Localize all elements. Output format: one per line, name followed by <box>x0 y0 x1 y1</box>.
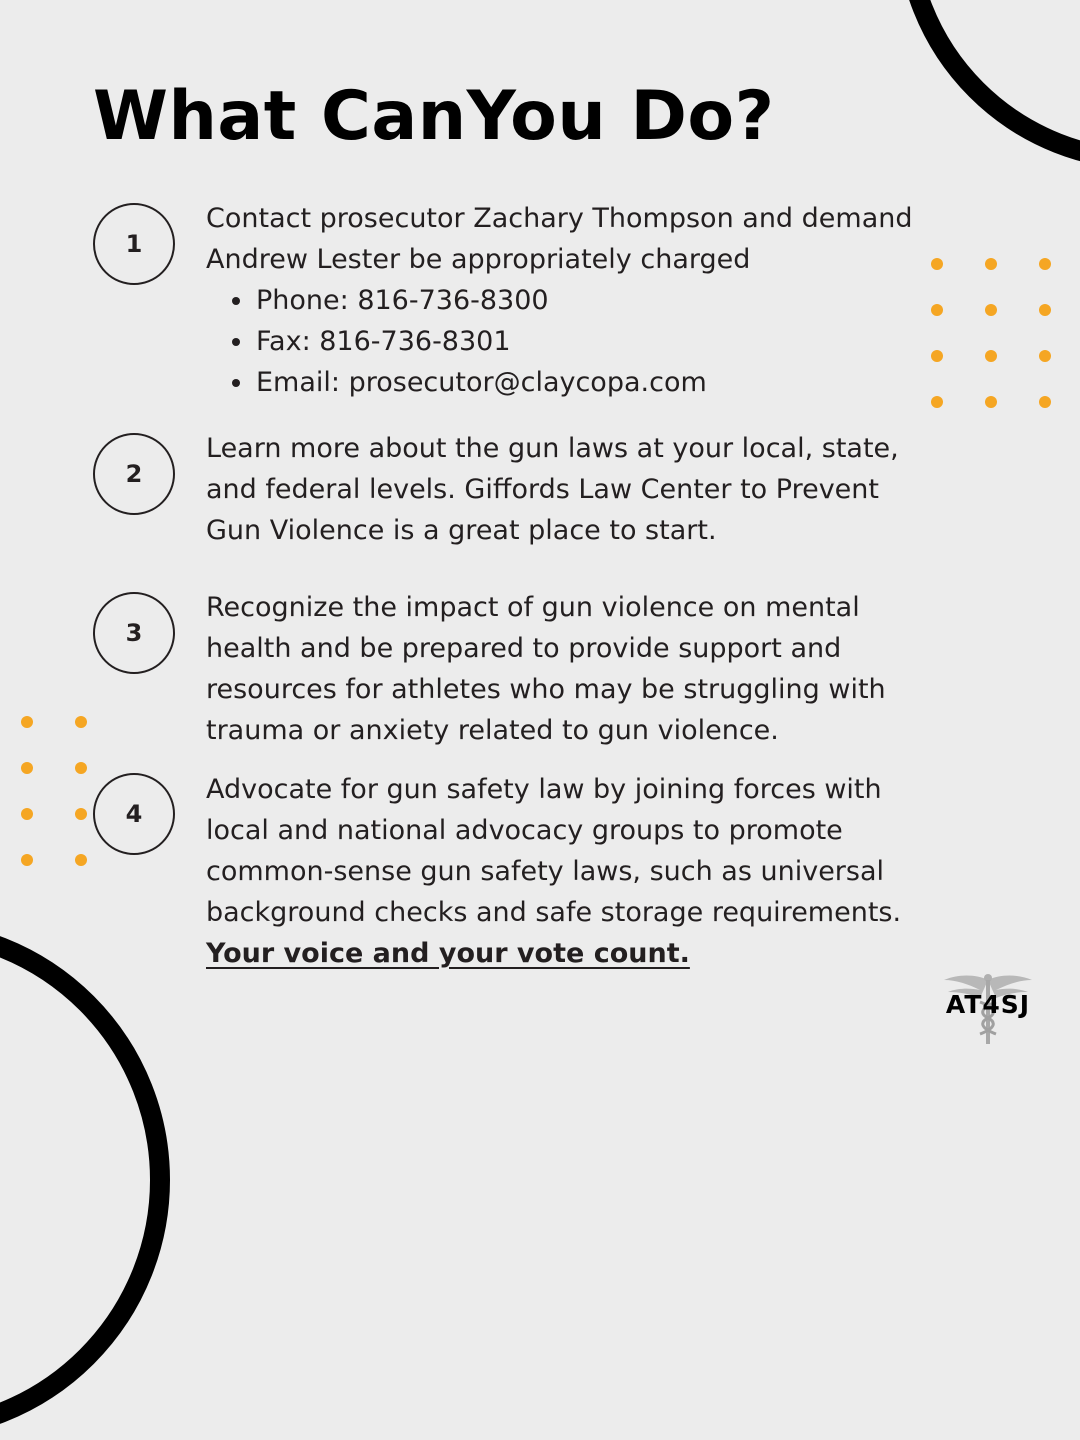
step-text <box>206 587 1006 751</box>
call-to-action: Your voice and your vote count. <box>206 938 690 969</box>
step-text-line: Andrew Lester be appropriately charged <box>206 244 751 275</box>
decorative-dot <box>1039 258 1051 270</box>
step-text-line: local and national advocacy groups to promote <box>206 815 843 846</box>
decorative-dot <box>21 854 33 866</box>
step-text <box>206 769 1006 974</box>
decorative-dot <box>1039 350 1051 362</box>
step-text <box>206 428 1006 551</box>
contact-email: Email: prosecutor@claycopa.com <box>256 362 1006 403</box>
decorative-dot <box>21 808 33 820</box>
decorative-dot <box>21 762 33 774</box>
step-text-line: common-sense gun safety laws, such as universal <box>206 856 885 887</box>
at4sj-logo <box>940 972 1036 1048</box>
contact-fax: Fax: 816-736-8301 <box>256 321 1006 362</box>
contact-list <box>206 280 1006 403</box>
step-text-line: Recognize the impact of gun violence on mental <box>206 592 860 623</box>
step-text-line: Advocate for gun safety law by joining forces with <box>206 774 882 805</box>
logo-text: AT4SJ <box>945 990 1031 1019</box>
step-number-badge: 1 <box>93 203 175 285</box>
step-text-line: Contact prosecutor Zachary Thompson and demand <box>206 203 913 234</box>
step-text-line: health and be prepared to provide support and <box>206 633 842 664</box>
step-number-badge: 3 <box>93 592 175 674</box>
decorative-dot <box>1039 396 1051 408</box>
step-text-line: trauma or anxiety related to gun violence. <box>206 715 779 746</box>
step-text-line: resources for athletes who may be struggling with <box>206 674 886 705</box>
decorative-dot <box>75 854 87 866</box>
decorative-dot <box>75 716 87 728</box>
decorative-ring-top-right <box>896 0 1080 170</box>
step-text-line: background checks and safe storage requirements. <box>206 897 902 928</box>
step-text-line: and federal levels. Giffords Law Center to Prevent <box>206 474 879 505</box>
decorative-ring-bottom-left <box>0 920 170 1440</box>
decorative-dot <box>1039 304 1051 316</box>
step-text-line: Gun Violence is a great place to start. <box>206 515 717 546</box>
step-number-badge: 2 <box>93 433 175 515</box>
page-title: What CanYou Do? <box>93 77 775 156</box>
decorative-dot <box>75 762 87 774</box>
step-number-badge: 4 <box>93 773 175 855</box>
step-text <box>206 198 1006 403</box>
step-text-line: Learn more about the gun laws at your local, state, <box>206 433 899 464</box>
decorative-dot <box>21 716 33 728</box>
contact-phone: Phone: 816-736-8300 <box>256 280 1006 321</box>
decorative-dot <box>75 808 87 820</box>
